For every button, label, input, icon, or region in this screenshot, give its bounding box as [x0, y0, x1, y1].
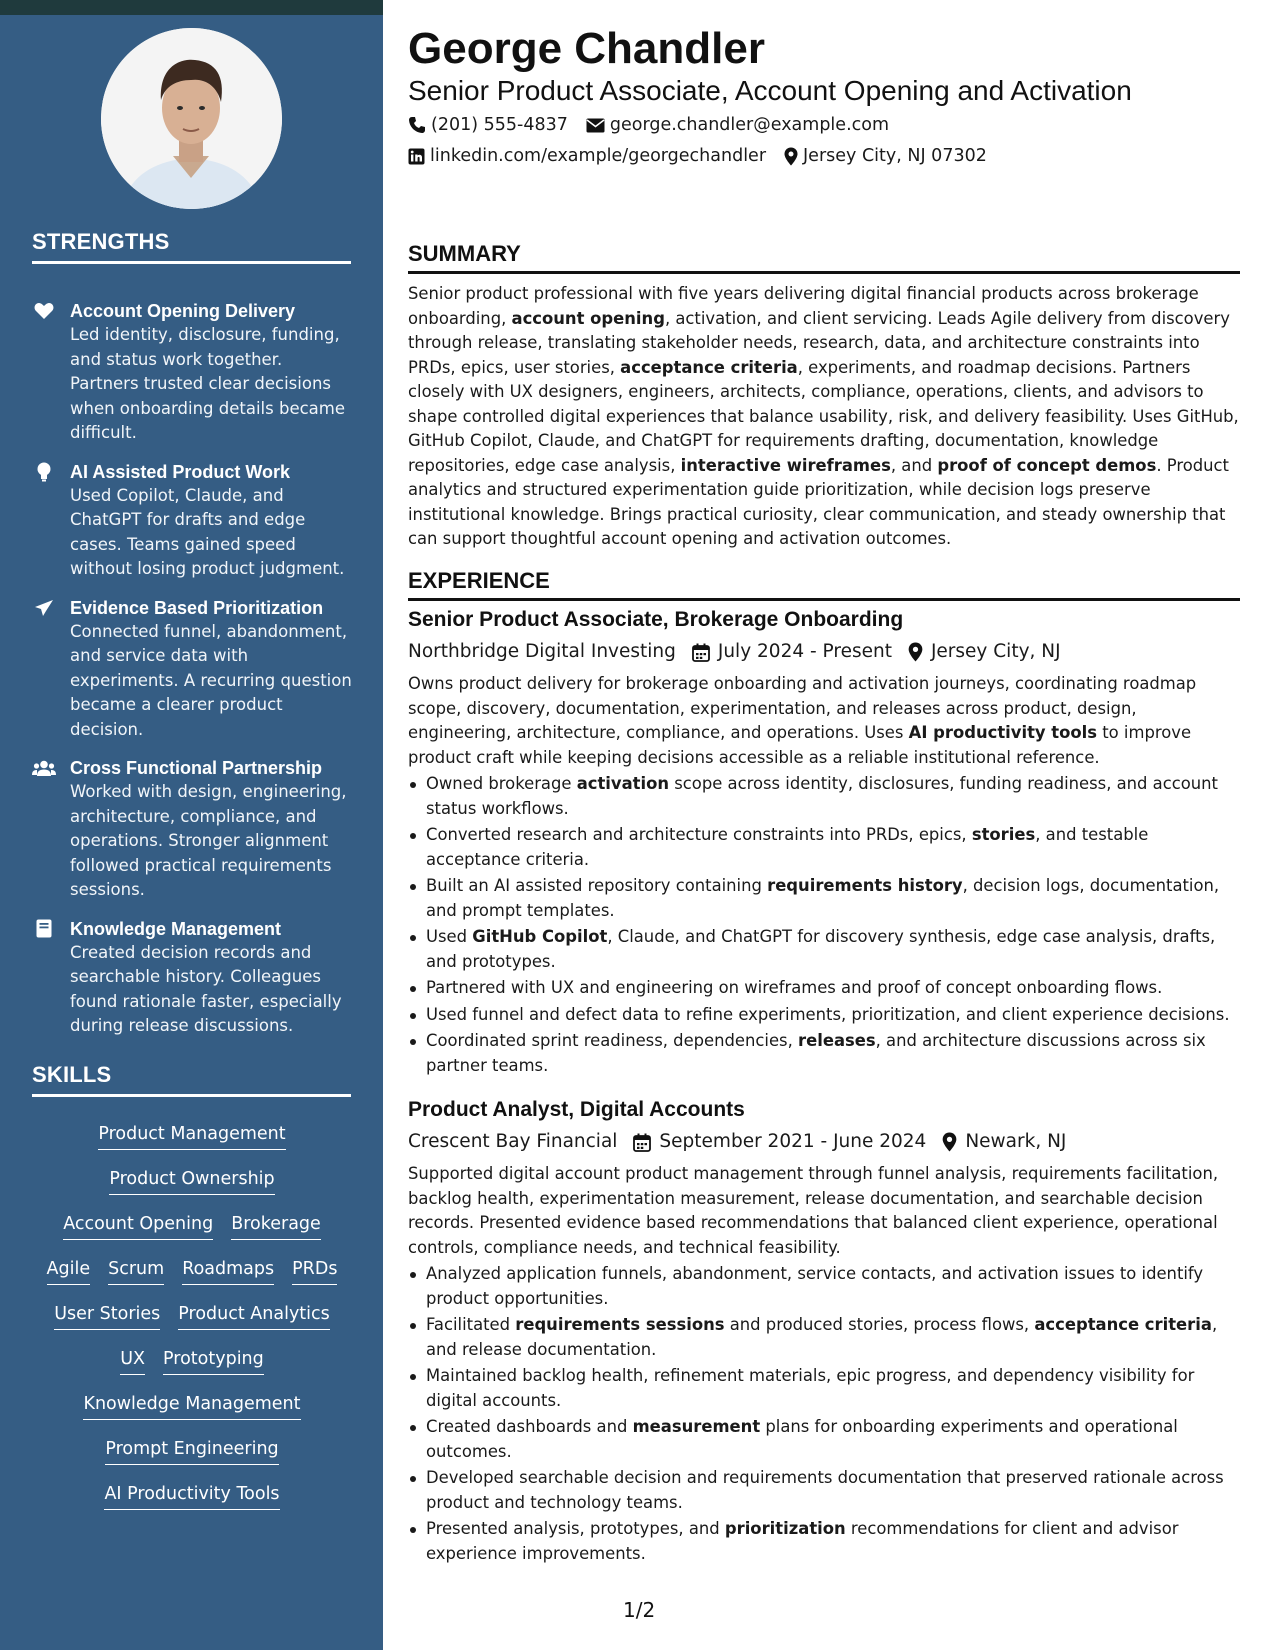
- skills-list: [32, 1123, 352, 1528]
- list-item: Developed searchable decision and requirements documentation that preserved rationale across product and technology teams.: [408, 1466, 1240, 1515]
- list-item: Facilitated requirements sessions and produced stories, process flows, acceptance criteria, and release documentation.: [408, 1313, 1240, 1362]
- strength-description: Used Copilot, Claude, and ChatGPT for drafts and edge cases. Teams gained speed without losing product judgment.: [70, 485, 345, 578]
- list-item: Partnered with UX and engineering on wireframes and proof of concept onboarding flows.: [408, 976, 1240, 1001]
- strength-title: Cross Functional Partnership: [70, 758, 323, 778]
- contact-row: [408, 144, 987, 168]
- strength-item: [32, 460, 352, 582]
- location-text: Jersey City, NJ 07302: [803, 146, 987, 166]
- strength-title: Knowledge Management: [70, 918, 282, 939]
- job-dates: July 2024 - Present: [692, 639, 892, 665]
- linkedin-text: linkedin.com/example/georgechandler: [430, 146, 767, 166]
- skill-tag: Prototyping: [163, 1348, 264, 1375]
- contact-location: [784, 144, 987, 168]
- summary-text: Senior product professional with five years delivering digital financial products across brokerage onboarding, account opening, activation, and client servicing. Leads Agile delivery from discovery through release, translating stakeholder needs, research, data, and architecture constraints into PRDs, epics, user stories, acceptance criteria, experiments, and roadmap decisions. Partners closely with UX designers, engineers, architects, compliance, operations, clients, and advisors to shape controlled digital experiences that balance usability, risk, and delivery feasibility. Uses GitHub, GitHub Copilot, Claude, and ChatGPT for requirements drafting, documentation, knowledge repositories, edge case analysis, interactive wireframes, and proof of concept demos. Product analytics and structured experimentation guide prioritization, while decision logs preserve institutional knowledge. Brings practical curiosity, clear communication, and steady ownership that can support thoughtful account opening and activation outcomes.: [408, 284, 1239, 548]
- strength-item: [32, 596, 352, 743]
- skill-tag: Scrum: [108, 1258, 164, 1285]
- sidebar-top-strip: [0, 0, 383, 15]
- skill-tag: UX: [120, 1348, 145, 1375]
- skill-tag: User Stories: [54, 1303, 160, 1330]
- list-item: Coordinated sprint readiness, dependencies, releases, and architecture discussions across six partner teams.: [408, 1029, 1240, 1078]
- strength-description: Connected funnel, abandonment, and service data with experiments. A recurring question became a clearer product decision.: [70, 621, 352, 739]
- skill-tag: Agile: [47, 1258, 91, 1285]
- job-company: Northbridge Digital Investing: [408, 641, 676, 662]
- skill-tag: Product Ownership: [109, 1168, 274, 1195]
- skill-row: [32, 1483, 352, 1510]
- users-icon: [32, 758, 56, 778]
- map-pin-icon: [784, 147, 798, 166]
- skill-row: [32, 1348, 352, 1375]
- profile-photo: [101, 28, 282, 209]
- job-dates: September 2021 - June 2024: [633, 1129, 926, 1155]
- job-description: Owns product delivery for brokerage onboarding and activation journeys, coordinating roadmap scope, discovery, documentation, experimentation, and releases across product, design, engineering, architecture, compliance, and operations. Uses AI productivity tools to improve product craft while keeping decisions accessible as a reliable institutional reference.: [408, 674, 1197, 767]
- calendar-icon: [633, 1133, 651, 1152]
- phone-icon: [408, 116, 426, 134]
- list-item: Presented analysis, prototypes, and prioritization recommendations for client and advisor experience improvements.: [408, 1517, 1240, 1566]
- contact-linkedin[interactable]: [408, 144, 766, 168]
- skill-tag: AI Productivity Tools: [104, 1483, 279, 1510]
- skill-row: [32, 1258, 352, 1285]
- job-location: Newark, NJ: [942, 1129, 1066, 1155]
- candidate-title: Senior Product Associate, Account Opening and Activation: [408, 75, 1132, 106]
- skill-row: [32, 1393, 352, 1420]
- job-description: Supported digital account product management through funnel analysis, requirements facilitation, backlog health, experimentation measurement, release documentation, and searchable decision records. Presented evidence based recommendations that balanced client experience, operational controls, compliance needs, and technical feasibility.: [408, 1164, 1219, 1257]
- job-entry: [408, 607, 1240, 1080]
- list-item: Converted research and architecture constraints into PRDs, epics, stories, and testable acceptance criteria.: [408, 823, 1240, 872]
- job-bullets: [408, 772, 1240, 1078]
- phone-text: (201) 555-4837: [431, 115, 568, 135]
- map-pin-icon: [908, 642, 923, 662]
- book-icon: [32, 919, 56, 939]
- paper-plane-icon: [32, 598, 56, 618]
- heart-icon: [32, 301, 56, 321]
- page-number: 1/2: [623, 1598, 656, 1622]
- skill-row: [32, 1168, 352, 1195]
- job-meta: [408, 1129, 1240, 1155]
- skill-tag: Account Opening: [63, 1213, 213, 1240]
- job-title: Senior Product Associate, Brokerage Onboarding: [408, 608, 904, 631]
- skill-row: [32, 1213, 352, 1240]
- strength-item: [32, 299, 352, 446]
- email-text: george.chandler@example.com: [609, 115, 890, 135]
- sidebar: [0, 15, 383, 1650]
- list-item: Owned brokerage activation scope across identity, disclosures, funding readiness, and account status workflows.: [408, 772, 1240, 821]
- strength-description: Worked with design, engineering, architecture, compliance, and operations. Stronger alignment followed practical requirements sessions.: [70, 782, 347, 899]
- summary-heading: SUMMARY: [408, 241, 1240, 274]
- job-bullets: [408, 1262, 1240, 1566]
- job-title: Product Analyst, Digital Accounts: [408, 1098, 745, 1121]
- avatar: [101, 28, 282, 209]
- linkedin-icon: [408, 148, 425, 165]
- strengths-heading: STRENGTHS: [32, 229, 351, 264]
- skill-tag: Knowledge Management: [83, 1393, 300, 1420]
- strength-title: AI Assisted Product Work: [70, 461, 291, 482]
- skills-heading: SKILLS: [32, 1062, 351, 1097]
- skill-tag: Prompt Engineering: [105, 1438, 278, 1465]
- envelope-icon: [586, 118, 605, 133]
- skill-tag: PRDs: [292, 1258, 337, 1285]
- map-pin-icon: [942, 1132, 957, 1152]
- list-item: Analyzed application funnels, abandonment, service contacts, and activation issues to identify product opportunities.: [408, 1262, 1240, 1311]
- job-company: Crescent Bay Financial: [408, 1131, 618, 1152]
- strength-description: Created decision records and searchable history. Colleagues found rationale faster, especially during release discussions.: [70, 942, 342, 1035]
- skill-row: [32, 1438, 352, 1465]
- contact-row: [408, 113, 889, 137]
- skill-tag: Brokerage: [231, 1213, 321, 1240]
- skill-tag: Roadmaps: [182, 1258, 274, 1285]
- skill-tag: Product Management: [98, 1123, 285, 1150]
- job-entry: [408, 1097, 1240, 1568]
- strength-title: Account Opening Delivery: [70, 301, 296, 321]
- strengths-list: [32, 299, 352, 1053]
- calendar-icon: [692, 643, 710, 662]
- list-item: Used GitHub Copilot, Claude, and ChatGPT for discovery synthesis, edge case analysis, drafts, and prototypes.: [408, 925, 1240, 974]
- list-item: Used funnel and defect data to refine experiments, prioritization, and client experience decisions.: [408, 1003, 1240, 1028]
- job-meta: [408, 639, 1240, 665]
- strength-description: Led identity, disclosure, funding, and status work together. Partners trusted clear decisions when onboarding details became difficult.: [70, 325, 346, 442]
- candidate-name: George Chandler: [408, 24, 765, 73]
- skill-row: [32, 1303, 352, 1330]
- experience-heading: EXPERIENCE: [408, 568, 1240, 601]
- skill-tag: Product Analytics: [178, 1303, 329, 1330]
- contact-email[interactable]: [586, 113, 889, 137]
- list-item: Created dashboards and measurement plans for onboarding experiments and operational outcomes.: [408, 1415, 1240, 1464]
- strength-item: [32, 756, 352, 903]
- strength-item: [32, 917, 352, 1039]
- contact-phone[interactable]: [408, 113, 568, 137]
- lightbulb-icon: [32, 462, 56, 482]
- skill-row: [32, 1123, 352, 1150]
- job-location: Jersey City, NJ: [908, 639, 1061, 665]
- list-item: Built an AI assisted repository containing requirements history, decision logs, documentation, and prompt templates.: [408, 874, 1240, 923]
- list-item: Maintained backlog health, refinement materials, epic progress, and dependency visibility for digital accounts.: [408, 1364, 1240, 1413]
- strength-title: Evidence Based Prioritization: [70, 597, 324, 618]
